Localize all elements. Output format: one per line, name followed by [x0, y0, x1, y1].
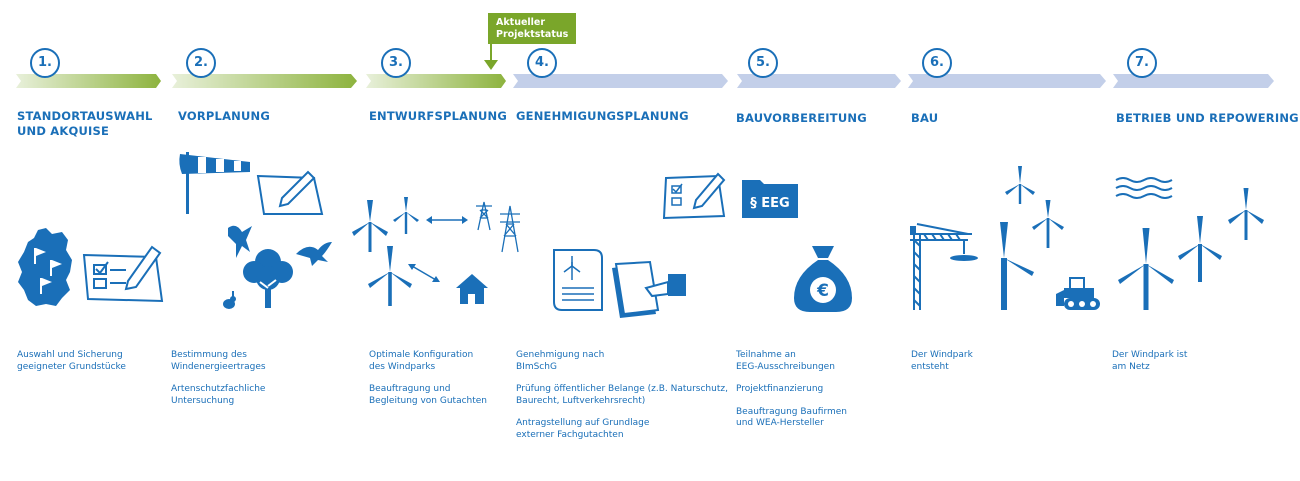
permit-document-icon	[552, 248, 604, 312]
stage-desc-5: Teilnahme an EEG-Ausschreibungen Projektfinanzierung Beauftragung Baufirmen und WEA-Hersteller	[736, 350, 847, 428]
eagle-icon	[296, 240, 334, 268]
hand-document-icon	[610, 262, 688, 318]
stage-number-1: 1.	[30, 48, 60, 78]
stage-title-1: STANDORTAUSWAHL UND AKQUISE	[17, 109, 153, 138]
stage-number-6: 6.	[922, 48, 952, 78]
status-line-2: Projektstatus	[496, 29, 569, 40]
stage-number-7: 7.	[1127, 48, 1157, 78]
money-bag-icon	[792, 244, 854, 314]
stage-title-6: BAU	[911, 111, 939, 125]
stage-desc-4: Genehmigung nach BImSchG Prüfung öffentlicher Belange (z.B. Naturschutz, Baurecht, Luftverkehrsrecht) Antragstellung auf Grundlage externer Fachgutachten	[516, 350, 728, 440]
tree-icon	[242, 248, 294, 310]
svg-text:€: €	[817, 281, 829, 301]
eeg-folder-icon	[740, 176, 800, 220]
stage-title-3: ENTWURFSPLANUNG	[369, 109, 508, 123]
stage-title-7: BETRIEB UND REPOWERING	[1116, 111, 1299, 125]
crane-icon	[908, 220, 980, 312]
turbines-layout-icon	[350, 196, 530, 316]
stage-title-5: BAUVORBEREITUNG	[736, 111, 867, 125]
stage-title-4: GENEHMIGUNGSPLANUNG	[516, 109, 689, 123]
checklist-pen-icon	[82, 245, 166, 303]
germany-map-icon	[16, 228, 74, 308]
bulldozer-icon	[1054, 276, 1104, 312]
windsock-icon	[176, 152, 254, 216]
operating-windpark-icon	[1110, 186, 1280, 312]
current-status-label	[488, 13, 576, 44]
rabbit-icon	[220, 290, 238, 310]
stage-number-4: 4.	[527, 48, 557, 78]
stage-desc-7: Der Windpark ist am Netz	[1112, 350, 1188, 372]
planning-pen-icon	[256, 170, 324, 216]
stage-desc-3: Optimale Konfiguration des Windparks Beauftragung und Begleitung von Gutachten	[369, 350, 488, 406]
stage-number-3: 3.	[381, 48, 411, 78]
stage-desc-1: Auswahl und Sicherung geeigneter Grundstücke	[17, 350, 126, 372]
status-line-1: Aktueller	[496, 17, 546, 28]
stage-desc-6: Der Windpark entsteht	[911, 350, 973, 372]
approval-checklist-icon	[662, 172, 728, 220]
stage-number-2: 2.	[186, 48, 216, 78]
stage-number-5: 5.	[748, 48, 778, 78]
stage-title-2: VORPLANUNG	[178, 109, 271, 123]
stage-desc-2: Bestimmung des Windenergieertrages Artenschutzfachliche Untersuchung	[171, 350, 266, 406]
arrow-stage-3	[366, 74, 506, 88]
status-pointer-arrow	[480, 44, 504, 72]
svg-text:§ EEG: § EEG	[750, 196, 790, 211]
